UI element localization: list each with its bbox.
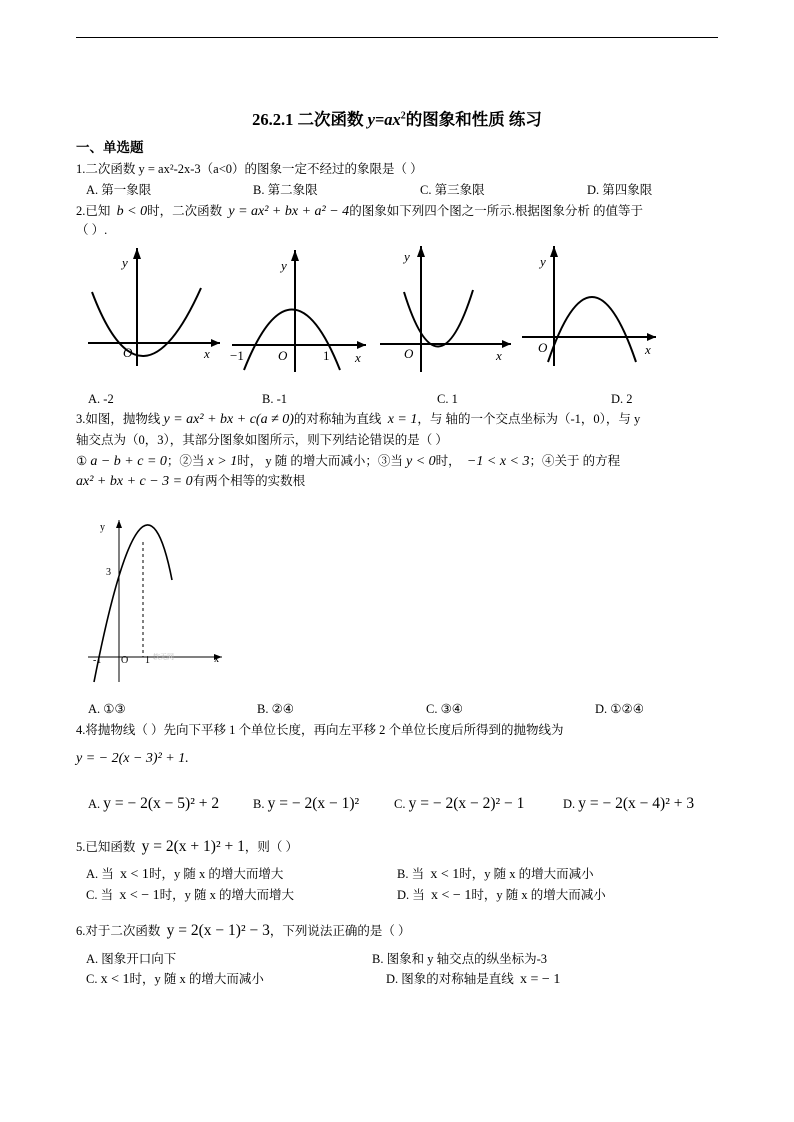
origin-label: O — [121, 655, 129, 666]
header-rule — [76, 37, 718, 38]
x-axis-label: x — [214, 654, 219, 665]
q5-stem: 5.已知函数 y = 2(x + 1)² + 1，则（ ） — [76, 838, 298, 855]
y-intercept-label: 3 — [106, 567, 111, 578]
q3-stem-line2: 轴交点为（0，3），其部分图象如图所示，则下列结论错误的是（ ） — [76, 433, 448, 447]
x-axis-arrow — [357, 341, 366, 349]
x-axis-label: x — [204, 346, 210, 361]
x-axis-label: x — [645, 342, 651, 357]
q2-stem-line2: （ ）. — [76, 223, 108, 237]
q2-graph-c — [376, 244, 521, 374]
q6-stem: 6.对于二次函数 y = 2(x − 1)² − 3，下列说法正确的是（ ） — [76, 922, 411, 939]
q6-option-c: C. x < 1时，y 随 x 的增大而减小 — [86, 972, 264, 987]
q2-option-a: A. -2 — [88, 392, 114, 406]
q6-option-b: B. 图象和 y 轴交点的纵坐标为-3 — [372, 952, 548, 966]
y-axis-arrow — [417, 246, 425, 257]
y-axis-label: y — [281, 258, 287, 273]
x-axis-arrow — [211, 339, 220, 347]
origin-label: O — [538, 340, 548, 355]
x-axis-arrow — [502, 340, 511, 348]
q6-option-a: A. 图象开口向下 — [86, 952, 177, 966]
q3-stem: 3.如图，抛物线 y = ax² + bx + c(a ≠ 0)的对称轴为直线 x = 1，与 轴的一个交点坐标为（-1，0），与 y — [76, 412, 641, 427]
q2-stem: 2.已知 b < 0时，二次函数 y = ax² + bx + a² − 4的图象如下列四个图之一所示.根据图象分析 的值等于 — [76, 204, 643, 219]
q4-stem: 4.将抛物线（ ）先向下平移 1 个单位长度，再向左平移 2 个单位长度后所得到的抛物线为 — [76, 723, 564, 737]
y-axis-arrow — [550, 246, 558, 257]
x-axis-arrow — [647, 333, 656, 341]
q1-option-c: C. 第三象限 — [420, 183, 485, 197]
y-axis-label: y — [122, 255, 128, 270]
q3-option-c: C. ③④ — [426, 702, 463, 716]
q3-statement-4: ax² + bx + c − 3 = 0有两个相等的实数根 — [76, 474, 306, 489]
page-title: 26.2.1 二次函数 $y=ax^2$的图象和性质 练习 — [252, 110, 542, 129]
q3-option-a: A. ①③ — [88, 702, 126, 716]
q2-graph-a — [80, 244, 225, 374]
y-axis-label: y — [404, 249, 410, 264]
y-axis-arrow — [133, 248, 141, 259]
section-heading: 一、单选题 — [76, 140, 144, 155]
tick-label-1: 1 — [145, 655, 150, 666]
x-axis-label: x — [355, 350, 361, 365]
q2-graph-d — [518, 244, 663, 374]
q4-option-d: D. y = − 2(x − 4)² + 3 — [563, 795, 695, 812]
q3-statements: ① a − b + c = 0；②当 x > 1时， y 随 的增大而减小；③当 y < 0时， −1 < x < 3；④关于 的方程 — [76, 454, 621, 469]
q2-option-d: D. 2 — [611, 392, 633, 406]
q3-option-d: D. ①②④ — [595, 702, 644, 716]
q5-option-a: A. 当 x < 1时，y 随 x 的增大而增大 — [86, 867, 284, 882]
tick-label-neg1: -1 — [93, 655, 102, 666]
origin-label: O — [123, 345, 133, 360]
q6-option-d: D. 图象的对称轴是直线 x = − 1 — [386, 972, 561, 987]
q1-option-a: A. 第一象限 — [86, 183, 152, 197]
q2-option-b: B. -1 — [262, 392, 287, 406]
q5-option-c: C. 当 x < − 1时，y 随 x 的增大而增大 — [86, 888, 295, 903]
q2-option-c: C. 1 — [437, 392, 458, 406]
tick-label-neg1: −1 — [230, 348, 244, 363]
parabola-curve — [548, 297, 636, 362]
q4-result: y = − 2(x − 3)² + 1. — [76, 751, 189, 766]
parabola-curve — [92, 288, 201, 356]
q5-option-d: D. 当 x < − 1时，y 随 x 的增大而减小 — [397, 888, 606, 903]
tick-label-1: 1 — [323, 348, 330, 363]
y-axis-arrow — [116, 520, 122, 528]
x-axis-label: x — [496, 348, 502, 363]
q1-option-b: B. 第二象限 — [253, 183, 318, 197]
q3-option-b: B. ②④ — [257, 702, 294, 716]
q4-option-b: B. y = − 2(x − 1)² — [253, 795, 360, 812]
origin-label: O — [404, 346, 414, 361]
origin-label: O — [278, 348, 288, 363]
q3-graph — [84, 512, 229, 687]
q1-stem: 1.二次函数 y = ax²-2x-3（a<0）的图象一定不经过的象限是（ ） — [76, 162, 423, 176]
q4-option-c: C. y = − 2(x − 2)² − 1 — [394, 795, 525, 812]
parabola-curve — [404, 290, 473, 347]
y-axis-label: y — [540, 254, 546, 269]
y-axis-arrow — [291, 250, 299, 261]
watermark: 软无网 — [153, 653, 174, 661]
q2-graph-b — [228, 244, 373, 374]
q4-option-a: A. y = − 2(x − 5)² + 2 — [88, 795, 220, 812]
q1-option-d: D. 第四象限 — [587, 183, 653, 197]
y-axis-label: y — [100, 522, 105, 533]
q5-option-b: B. 当 x < 1时，y 随 x 的增大而减小 — [397, 867, 594, 882]
